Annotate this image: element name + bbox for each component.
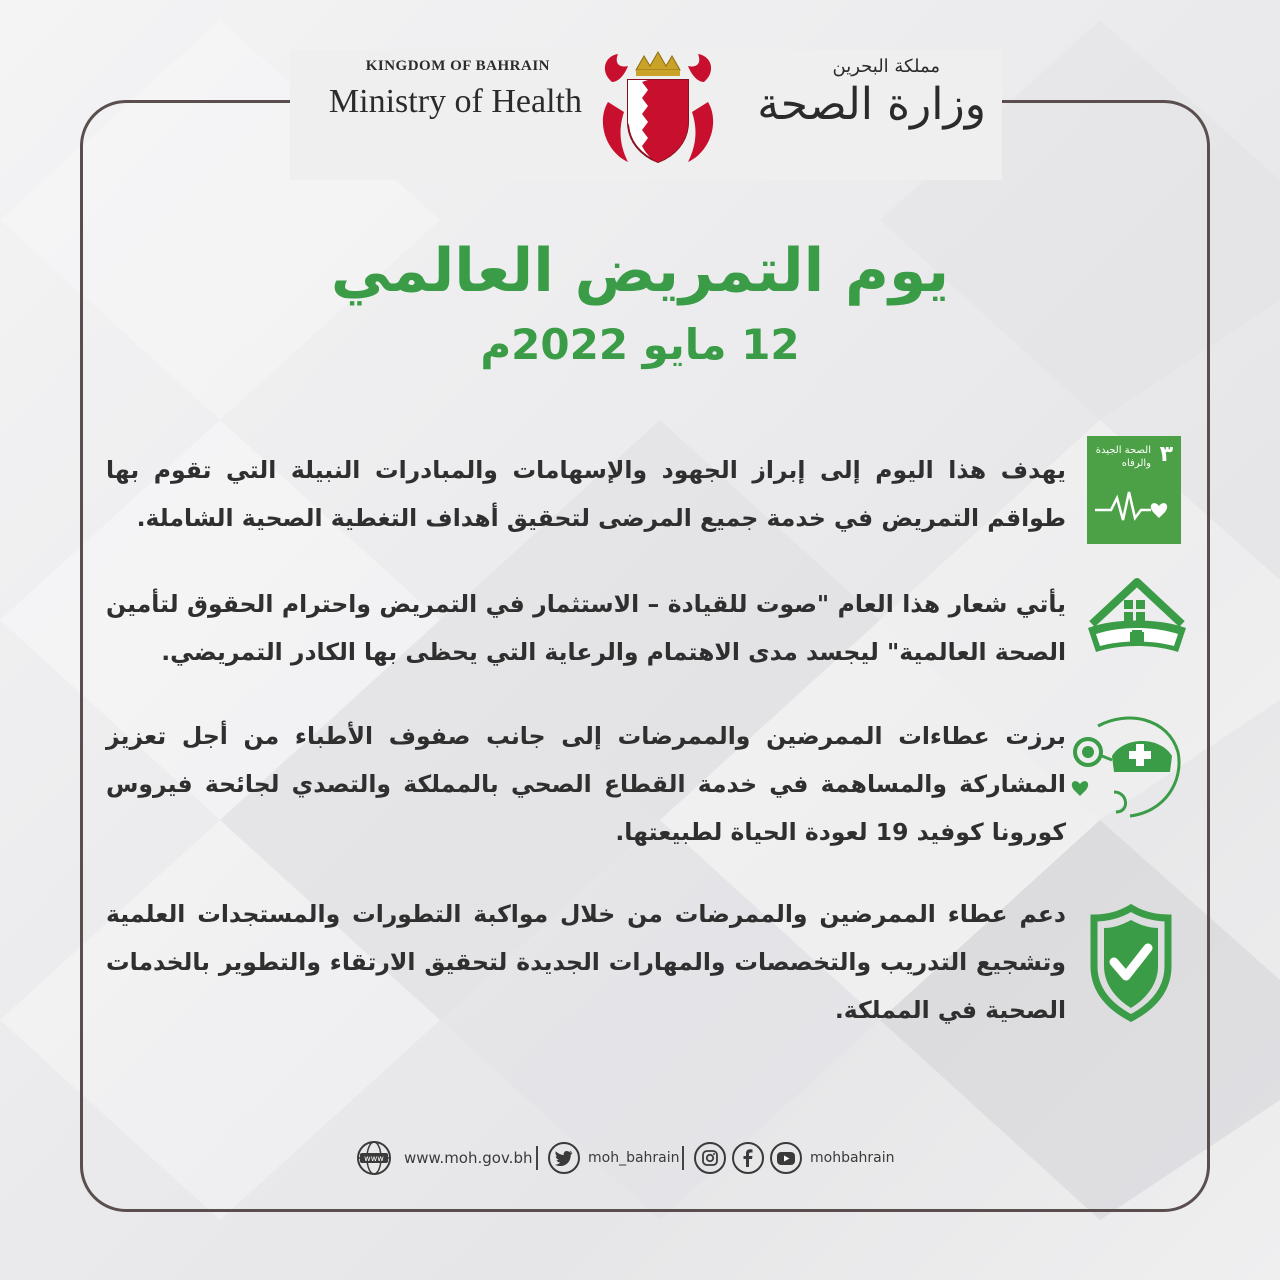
twitter-handle: moh_bahrain: [588, 1150, 680, 1166]
event-date: 12 مايو 2022م: [480, 320, 800, 369]
divider: [536, 1146, 538, 1170]
twitter-link[interactable]: [548, 1138, 680, 1178]
www-badge: www: [364, 1154, 384, 1163]
page-title: يوم التمريض العالمي: [330, 236, 950, 306]
social-handle: mohbahrain: [810, 1150, 895, 1166]
youtube-icon[interactable]: [770, 1142, 802, 1174]
globe-icon: [356, 1140, 392, 1176]
website-link[interactable]: [356, 1138, 532, 1178]
social-links: [694, 1138, 895, 1178]
shield-check-icon: [1090, 904, 1172, 1022]
header-english: [300, 58, 592, 121]
sdg-label: الصحة الجيدة والرفاه: [1095, 445, 1151, 469]
sdg-good-health-icon: [1087, 436, 1181, 544]
kingdom-label-en: KINGDOM OF BAHRAIN: [365, 58, 550, 74]
footer-contacts: [356, 1138, 916, 1178]
section-2-text: يأتي شعار هذا العام "صوت للقيادة – الاستثمار في التمريض واحترام الحقوق لتأمين الصحة العالمية" ليجسد مدى الاهتمام والرعاية التي يحظى بها الكادر التمريضي.: [106, 590, 1066, 666]
sdg-number: ٣: [1159, 442, 1173, 467]
website-text: www.moh.gov.bh: [404, 1149, 533, 1167]
section-1-text: يهدف هذا اليوم إلى إبراز الجهود والإسهامات والمبادرات النبيلة التي تقوم بها طواقم التمريض في خدمة جميع المرضى لتحقيق أهداف التغطية الصحية الشاملة.: [106, 456, 1066, 532]
heartbeat-icon: [1093, 488, 1175, 528]
kingdom-label-ar: مملكة البحرين: [832, 56, 940, 77]
section-4-text: دعم عطاء الممرضين والممرضات من خلال مواكبة التطورات والمستجدات العلمية وتشجيع التدريب والتخصصات والمهارات الجديدة لتحقيق الارتقاء والتطوير بالخدمات الصحية في المملكة.: [106, 900, 1066, 1024]
divider: [682, 1146, 684, 1170]
nurse-cap-house-icon: [1084, 574, 1190, 664]
facebook-icon[interactable]: [732, 1142, 764, 1174]
bahrain-coat-of-arms-icon: [598, 42, 718, 170]
instagram-icon[interactable]: [694, 1142, 726, 1174]
twitter-icon: [548, 1142, 580, 1174]
nurse-cap-stethoscope-icon: [1068, 712, 1184, 822]
header-arabic: [724, 56, 986, 130]
ministry-label-en: Ministry of Health: [328, 83, 582, 120]
section-3-text: برزت عطاءات الممرضين والممرضات إلى جانب صفوف الأطباء من أجل تعزيز المشاركة والمساهمة في خدمة القطاع الصحي بالمملكة والتصدي لجائحة فيروس كورونا كوفيد 19 لعودة الحياة لطبيعتها.: [106, 722, 1066, 846]
ministry-label-ar: وزارة الصحة: [757, 79, 986, 130]
